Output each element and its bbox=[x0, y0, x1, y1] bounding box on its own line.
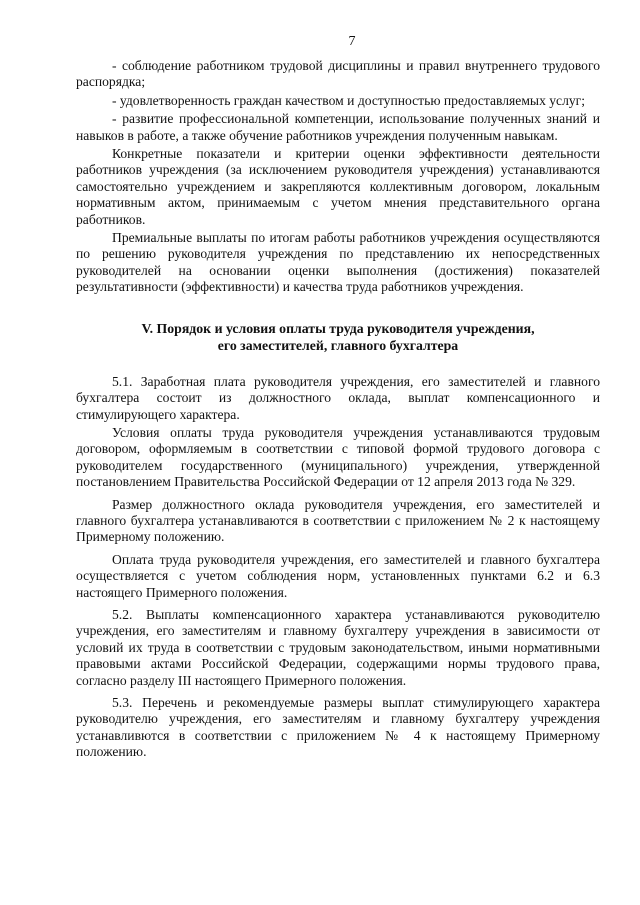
section-heading-line-2: его заместителей, главного бухгалтера bbox=[217, 337, 459, 353]
paragraph-5-3: 5.3. Перечень и рекомендуемые размеры выплат стимулирующего характера руководителю учреждения, его заместителям и главному бухгалтеру учреждения устанавливются в соответствии с приложением № 4 к настоящему Примерному положению. bbox=[76, 695, 600, 760]
list-item-discipline: - соблюдение работником трудовой дисциплины и правил внутреннего трудового распорядка; bbox=[76, 58, 600, 90]
list-item-satisfaction: - удовлетворенность граждан качеством и доступностью предоставляемых услуг; bbox=[112, 92, 586, 108]
paragraph-5-2: 5.2. Выплаты компенсационного характера устанавливаются руководителю учреждения, его заместителям и главному бухгалтеру учреждения в зависимости от условий их труда в соответствии с трудовым законодательством, иными нормативными правовыми актами Российской Федерации, содержащими нормы трудового права, согласно разделу III настоящего Примерного положения. bbox=[76, 606, 600, 688]
paragraph-5-1: 5.1. Заработная плата руководителя учреждения, его заместителей и главного бухгалтера состоит из должностного оклада, выплат компенсационного и стимулирующего характера. bbox=[76, 373, 600, 422]
paragraph-salary-size: Размер должностного оклада руководителя учреждения, его заместителей и главного бухгалтера устанавливаются в соответствии с приложением № 2 к настоящему Примерному положению. bbox=[76, 496, 600, 545]
paragraph-bonus-payments: Премиальные выплаты по итогам работы работников учреждения осуществляются по решению руководителя учреждения по представлению их непосредственных руководителей на основании оценки выполнения (достижения) показателей результативности (эффективности) и качества труда работников учреждения. bbox=[76, 230, 600, 295]
page-number: 7 bbox=[348, 34, 356, 49]
paragraph-criteria: Конкретные показатели и критерии оценки эффективности деятельности работников учреждения (за исключением руководителя учреждения) устанавливаются самостоятельно учреждением и закрепляются коллективным договором, локальным нормативным актом, принимаемым с учетом мнения представительного органа работников. bbox=[76, 146, 600, 227]
list-item-competence: - развитие профессиональной компетенции, использование полученных знаний и навыков в работе, а также обучение работников учреждения полученным навыкам. bbox=[76, 111, 600, 143]
paragraph-payment-norms: Оплата труда руководителя учреждения, его заместителей и главного бухгалтера осуществляется с учетом соблюдения норм, установленных пунктами 6.2 и 6.3 настоящего Примерного положения. bbox=[76, 551, 600, 600]
paragraph-conditions: Условия оплаты труда руководителя учреждения устанавливаются трудовым договором, оформляемым в соответствии с типовой формой трудового договора с руководителем государственного (муниципального) учреждения, утвержденной постановлением Правительства Российской Федерации от 12 апреля 2013 года № 329. bbox=[76, 424, 600, 490]
section-heading-line-1: V. Порядок и условия оплаты труда руководителя учреждения, bbox=[141, 320, 535, 336]
section-heading bbox=[76, 320, 600, 354]
